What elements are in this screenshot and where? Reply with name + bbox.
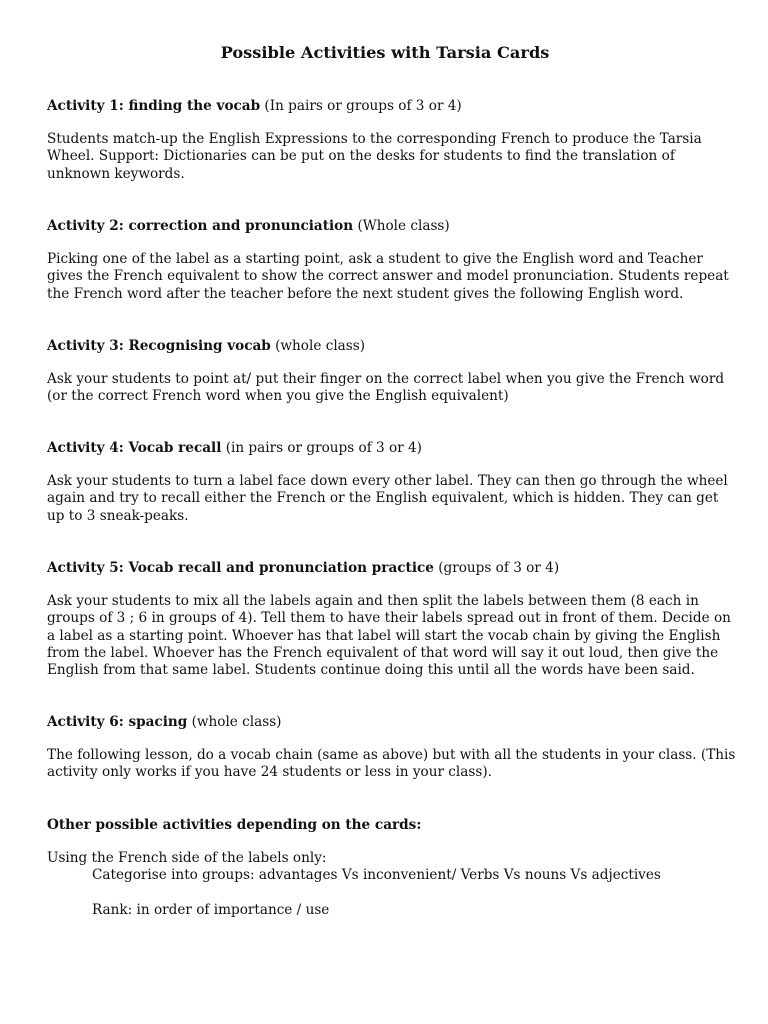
activity-heading-bold: Activity 5: Vocab recall and pronunciation practice	[47, 560, 434, 576]
other-item-rank: Rank: in order of importance / use	[92, 901, 330, 918]
activity-heading-note: (whole class)	[270, 338, 366, 354]
other-heading-bold: Other possible activities depending on the cards:	[47, 817, 422, 833]
activity-heading	[47, 440, 737, 457]
activity-heading-bold: Activity 6: spacing	[47, 714, 188, 730]
activity-heading	[47, 714, 737, 731]
activity-heading-note: (in pairs or groups of 3 or 4)	[221, 440, 422, 456]
other-intro: Using the French side of the labels only:	[47, 850, 327, 867]
activity-text: Students match-up the English Expressions to the corresponding French to produce the Tarsia Wheel. Support: Dictionaries can be put on the desks for students to find the translation of unknown keywords.	[47, 131, 702, 182]
activity-text: Picking one of the label as a starting point, ask a student to give the English word and Teacher gives the French equivalent to show the correct answer and model pronunciation. Students repeat the French word after the teacher before the next student gives the following English word.	[47, 251, 729, 302]
activity-6	[47, 714, 737, 782]
activity-heading	[47, 218, 737, 235]
other-activities	[47, 817, 737, 919]
activity-text: Ask your students to point at/ put their finger on the correct label when you give the French word (or the correct French word when you give the English equivalent)	[47, 371, 725, 405]
activity-text: The following lesson, do a vocab chain (same as above) but with all the students in your class. (This activity only works if you have 24 students or less in your class).	[47, 747, 736, 781]
activity-heading-bold: Activity 4: Vocab recall	[47, 440, 222, 456]
activity-heading-note: (groups of 3 or 4)	[433, 560, 560, 576]
activity-heading	[47, 560, 737, 577]
other-heading	[47, 817, 737, 834]
document-title: Possible Activities with Tarsia Cards	[220, 43, 550, 62]
other-item-categorise: Categorise into groups: advantages Vs inconvenient/ Verbs Vs nouns Vs adjectives	[92, 867, 661, 884]
activity-heading-bold: Activity 3: Recognising vocab	[47, 338, 271, 354]
activity-3	[47, 338, 737, 406]
activity-4	[47, 440, 737, 525]
activity-heading-note: (whole class)	[187, 714, 282, 730]
activity-heading	[47, 338, 737, 355]
activity-heading-note: (Whole class)	[353, 218, 450, 234]
activity-text: Ask your students to mix all the labels again and then split the labels between them (8 each in groups of 3 ; 6 in groups of 4). Tell them to have their labels spread out in front of them. Decide on a label as a starting point. Whoever has that label will start the vocab chain by giving the English from the label. Whoever has the French equivalent of that word will say it out loud, then give the English from that same label. Students continue doing this until all the words have been said.	[47, 593, 731, 679]
activity-5	[47, 560, 737, 679]
activity-heading-note: (In pairs or groups of 3 or 4)	[260, 98, 462, 114]
activity-heading-bold: Activity 1: finding the vocab	[47, 98, 261, 114]
document-page	[47, 42, 737, 918]
activity-2	[47, 218, 737, 303]
activity-1	[47, 98, 737, 183]
activity-heading	[47, 98, 737, 115]
activity-text: Ask your students to turn a label face down every other label. They can then go through the wheel again and try to recall either the French or the English equivalent, which is hidden. They can get up to 3 sneak-peaks.	[47, 473, 728, 524]
activity-heading-bold: Activity 2: correction and pronunciation	[47, 218, 354, 234]
